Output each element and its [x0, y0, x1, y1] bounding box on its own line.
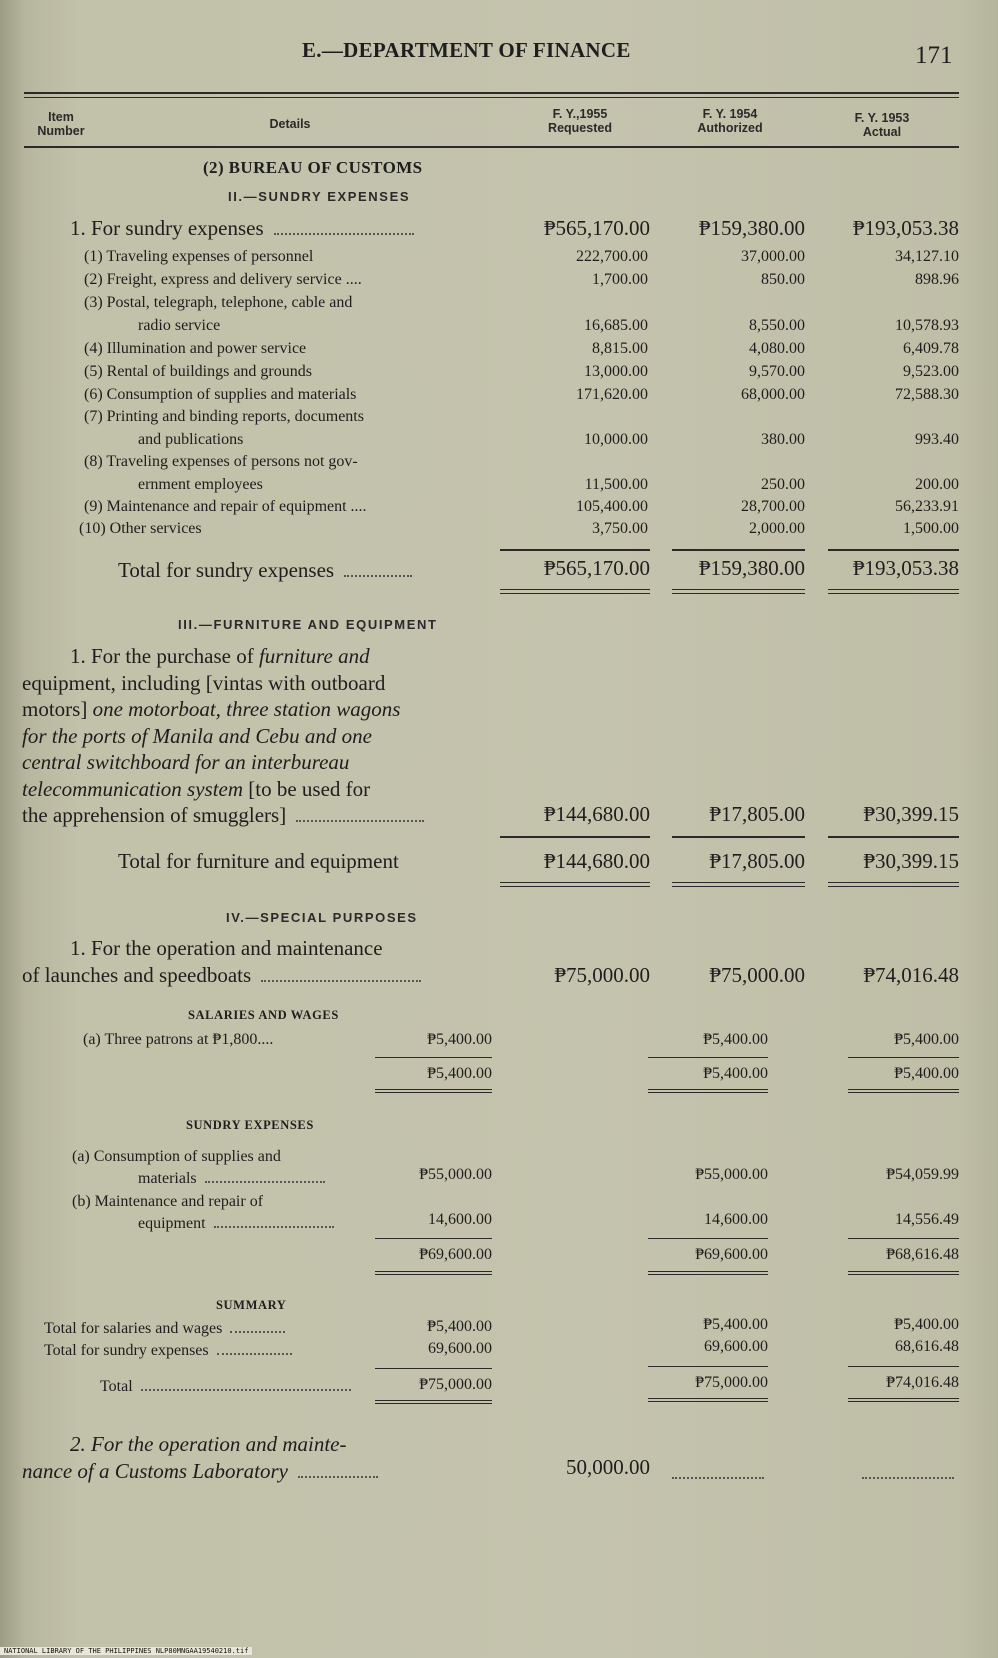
- special-sundry-a-detail: ₱55,000.00: [419, 1166, 492, 1183]
- special-sundry-subtotal-fy1954: ₱69,600.00: [695, 1246, 768, 1263]
- furniture-para-line: equipment, including [vintas with outboard: [22, 670, 386, 695]
- furniture-para-line: central switchboard for an interbureau: [22, 750, 350, 774]
- salaries-dbl-54: [648, 1089, 768, 1093]
- sundry-item-v54: 380.00: [761, 431, 805, 448]
- summary-row-1-fy1953: ₱5,400.00: [894, 1316, 959, 1333]
- summary-row-2-label: Total for sundry expenses: [44, 1342, 292, 1360]
- sundry-total-dbl-53: [828, 589, 959, 594]
- archive-footer: NATIONAL LIBRARY OF THE PHILIPPINES NLP80MNGAA19540210.tif: [0, 1647, 252, 1655]
- furniture-main-fy1955: ₱144,680.00: [543, 802, 650, 826]
- sundry-main-fy1954: ₱159,380.00: [698, 216, 805, 240]
- summary-rule-54: [648, 1366, 768, 1367]
- sundry-item-label: (6) Consumption of supplies and materials: [84, 386, 357, 403]
- special-sundry-rule-detail: [375, 1238, 492, 1239]
- section-heading-special: IV.—SPECIAL PURPOSES: [226, 910, 418, 925]
- special-op1-line1: 1. For the operation and maintenance: [70, 936, 383, 960]
- special-sundry-b-fy1954: 14,600.00: [704, 1211, 768, 1228]
- header-rule-top-2: [24, 97, 959, 98]
- summary-row-1-detail: ₱5,400.00: [427, 1318, 492, 1335]
- summary-total-fy1954: ₱75,000.00: [695, 1374, 768, 1391]
- special-sundry-b-fy1953: 14,556.49: [895, 1211, 959, 1228]
- sundry-item-v53: 6,409.78: [903, 340, 959, 357]
- salaries-item-label: (a) Three patrons at ₱1,800....: [83, 1031, 274, 1048]
- special-sundry-rule-53: [848, 1238, 959, 1239]
- sundry-item-v53: 72,588.30: [895, 386, 959, 403]
- furniture-total-rule-53: [828, 836, 959, 838]
- salaries-subtotal-fy1954: ₱5,400.00: [703, 1065, 768, 1082]
- summary-dbl-54: [648, 1398, 768, 1402]
- sundry-item-v53: 56,233.91: [895, 498, 959, 515]
- section-heading-furniture: III.—FURNITURE AND EQUIPMENT: [178, 617, 438, 632]
- summary-total-detail: ₱75,000.00: [419, 1376, 492, 1393]
- sundry-item-label: (4) Illumination and power service: [84, 340, 307, 357]
- furniture-para-line: the apprehension of smugglers]: [22, 802, 497, 829]
- special-sundry-subtotal-detail: ₱69,600.00: [419, 1246, 492, 1263]
- salaries-item-fy1953: ₱5,400.00: [894, 1031, 959, 1048]
- furniture-total-rule-54: [672, 836, 805, 838]
- salaries-item-fy1954: ₱5,400.00: [703, 1031, 768, 1048]
- special-op1-fy1955: ₱75,000.00: [554, 963, 650, 987]
- summary-total-fy1953: ₱74,016.48: [886, 1374, 959, 1391]
- special-sundry-b-detail: 14,600.00: [428, 1211, 492, 1228]
- sundry-item-v55: 222,700.00: [576, 248, 648, 265]
- sundry-item-label: (9) Maintenance and repair of equipment ....: [84, 498, 367, 515]
- sundry-item-label: (3) Postal, telegraph, telephone, cable and: [84, 294, 353, 311]
- col-header-item: Item Number: [37, 110, 85, 138]
- special-op2-line2: nance of a Customs Laboratory: [22, 1459, 378, 1484]
- sundry-item-v55: 16,685.00: [584, 317, 648, 334]
- special-op1-fy1954: ₱75,000.00: [709, 963, 805, 987]
- sundry-item-v54: 850.00: [761, 271, 805, 288]
- furniture-main-fy1954: ₱17,805.00: [709, 802, 805, 826]
- special-op2-fy1954-blank: [672, 1466, 764, 1484]
- sundry-item-label: (1) Traveling expenses of personnel: [84, 248, 314, 265]
- sundry-main-fy1953: ₱193,053.38: [852, 216, 959, 240]
- sundry-item-v53: 10,578.93: [895, 317, 959, 334]
- summary-row-2-detail: 69,600.00: [428, 1340, 492, 1357]
- furniture-total-fy1955: ₱144,680.00: [543, 849, 650, 873]
- summary-dbl-53: [848, 1398, 959, 1402]
- special-op2-line1: 2. For the operation and mainte-: [70, 1432, 347, 1456]
- sundry-total-fy1953: ₱193,053.38: [852, 556, 959, 580]
- summary-total-label: Total: [100, 1378, 351, 1396]
- sundry-item-v54: 28,700.00: [741, 498, 805, 515]
- sundry-item-label: (10) Other services: [79, 520, 202, 537]
- summary-row-2-fy1954: 69,600.00: [704, 1338, 768, 1355]
- summary-rule-detail: [375, 1368, 492, 1369]
- sundry-total-fy1955: ₱565,170.00: [543, 556, 650, 580]
- sundry-item-v54: 8,550.00: [749, 317, 805, 334]
- header-rule-bottom: [24, 146, 959, 148]
- furniture-para-line: telecommunication system [to be used for: [22, 776, 371, 801]
- col-header-details: Details: [269, 117, 311, 131]
- sundry-item-label: (2) Freight, express and delivery service ....: [84, 271, 362, 288]
- salaries-subtotal-fy1953: ₱5,400.00: [894, 1065, 959, 1082]
- special-sundry-dbl-54: [648, 1271, 768, 1275]
- sundry-item-v54: 4,080.00: [749, 340, 805, 357]
- special-op2-fy1953-blank: [862, 1466, 954, 1484]
- special-sundry-a-line1: (a) Consumption of supplies and: [72, 1148, 281, 1165]
- sundry-item-label: ernment employees: [138, 476, 263, 493]
- special-op1-line2: of launches and speedboats: [22, 963, 421, 988]
- salaries-heading: SALARIES AND WAGES: [188, 1008, 339, 1022]
- furniture-total-rule-55: [500, 836, 650, 838]
- special-sundry-a-fy1954: ₱55,000.00: [695, 1166, 768, 1183]
- col-header-fy1953: F. Y. 1953 Actual: [854, 111, 910, 139]
- salaries-item-detail: ₱5,400.00: [427, 1031, 492, 1048]
- sundry-item-v53: 1,500.00: [903, 520, 959, 537]
- sundry-item-label: radio service: [138, 317, 221, 334]
- sundry-item-label: (8) Traveling expenses of persons not gov-: [84, 453, 358, 470]
- sundry-item-v54: 2,000.00: [749, 520, 805, 537]
- furniture-total-label: Total for furniture and equipment: [118, 849, 399, 873]
- special-sundry-b-line2: equipment: [138, 1215, 334, 1233]
- sundry-item-label: (7) Printing and binding reports, documents: [84, 408, 364, 425]
- special-sundry-subtotal-fy1953: ₱68,616.48: [886, 1246, 959, 1263]
- sundry-item-v53: 34,127.10: [895, 248, 959, 265]
- sundry-item-v54: 9,570.00: [749, 363, 805, 380]
- sundry-item-v53: 993.40: [915, 431, 959, 448]
- sundry-item-v55: 13,000.00: [584, 363, 648, 380]
- furniture-total-fy1954: ₱17,805.00: [709, 849, 805, 873]
- salaries-rule-54: [648, 1057, 768, 1058]
- furniture-main-fy1953: ₱30,399.15: [863, 802, 959, 826]
- sundry-item-v55: 10,000.00: [584, 431, 648, 448]
- sundry-item-label: and publications: [138, 431, 244, 448]
- furniture-total-dbl-55: [500, 882, 650, 887]
- furniture-total-fy1953: ₱30,399.15: [863, 849, 959, 873]
- salaries-subtotal-detail: ₱5,400.00: [427, 1065, 492, 1082]
- furniture-total-dbl-53: [828, 882, 959, 887]
- summary-dbl-detail: [375, 1400, 492, 1404]
- sundry-main-fy1955: ₱565,170.00: [543, 216, 650, 240]
- sundry-item-v53: 200.00: [915, 476, 959, 493]
- special-sundry-dbl-detail: [375, 1271, 492, 1275]
- header-rule-top: [24, 92, 959, 94]
- sundry-total-rule-54: [672, 549, 805, 551]
- summary-rule-53: [848, 1366, 959, 1367]
- special-sundry-b-line1: (b) Maintenance and repair of: [72, 1193, 264, 1210]
- salaries-rule-53: [848, 1057, 959, 1058]
- sundry-total-fy1954: ₱159,380.00: [698, 556, 805, 580]
- furniture-para-line: 1. For the purchase of furniture and: [70, 644, 370, 668]
- special-sundry-heading: SUNDRY EXPENSES: [186, 1118, 314, 1132]
- sundry-item-v55: 8,815.00: [592, 340, 648, 357]
- sundry-total-dbl-54: [672, 589, 805, 594]
- salaries-dbl-detail: [375, 1089, 492, 1093]
- summary-row-1-label: Total for salaries and wages: [44, 1320, 285, 1338]
- special-sundry-dbl-53: [848, 1271, 959, 1275]
- sundry-item-v55: 11,500.00: [584, 476, 648, 493]
- sundry-item-v54: 37,000.00: [741, 248, 805, 265]
- sundry-total-rule-53: [828, 549, 959, 551]
- sundry-item-v54: 68,000.00: [741, 386, 805, 403]
- special-sundry-a-fy1953: ₱54,059.99: [886, 1166, 959, 1183]
- furniture-total-dbl-54: [672, 882, 805, 887]
- salaries-dbl-53: [848, 1089, 959, 1093]
- section-heading-sundry: II.—SUNDRY EXPENSES: [228, 189, 411, 204]
- sundry-item-v55: 171,620.00: [576, 386, 648, 403]
- sundry-item-v55: 105,400.00: [576, 498, 648, 515]
- sundry-item-v55: 1,700.00: [592, 271, 648, 288]
- col-header-fy1955: F. Y.,1955 Requested: [548, 107, 612, 135]
- special-sundry-a-line2: materials: [138, 1170, 325, 1188]
- summary-heading: SUMMARY: [216, 1298, 287, 1312]
- special-sundry-rule-54: [648, 1238, 768, 1239]
- special-op1-fy1953: ₱74,016.48: [863, 963, 959, 987]
- furniture-para-line: for the ports of Manila and Cebu and one: [22, 723, 372, 748]
- bureau-heading: (2) BUREAU OF CUSTOMS: [203, 158, 423, 177]
- sundry-total-label: Total for sundry expenses: [118, 558, 412, 583]
- sundry-item-v53: 898.96: [915, 271, 959, 288]
- sundry-total-rule-55: [500, 549, 650, 551]
- col-header-fy1954: F. Y. 1954 Authorized: [697, 107, 763, 135]
- salaries-rule-detail: [375, 1057, 492, 1058]
- sundry-total-dbl-55: [500, 589, 650, 594]
- sundry-item-label: (5) Rental of buildings and grounds: [84, 363, 312, 380]
- special-op2-fy1955: 50,000.00: [566, 1455, 650, 1479]
- sundry-main-label: 1. For sundry expenses: [70, 216, 414, 241]
- summary-row-2-fy1953: 68,616.48: [895, 1338, 959, 1355]
- sundry-item-v54: 250.00: [761, 476, 805, 493]
- furniture-paragraph: [22, 643, 497, 829]
- page-number: 171: [915, 42, 953, 69]
- sundry-item-v55: 3,750.00: [592, 520, 648, 537]
- sundry-item-v53: 9,523.00: [903, 363, 959, 380]
- page-title: E.—DEPARTMENT OF FINANCE: [302, 38, 631, 62]
- summary-row-1-fy1954: ₱5,400.00: [703, 1316, 768, 1333]
- furniture-para-line: motors] one motorboat, three station wagons: [22, 697, 401, 721]
